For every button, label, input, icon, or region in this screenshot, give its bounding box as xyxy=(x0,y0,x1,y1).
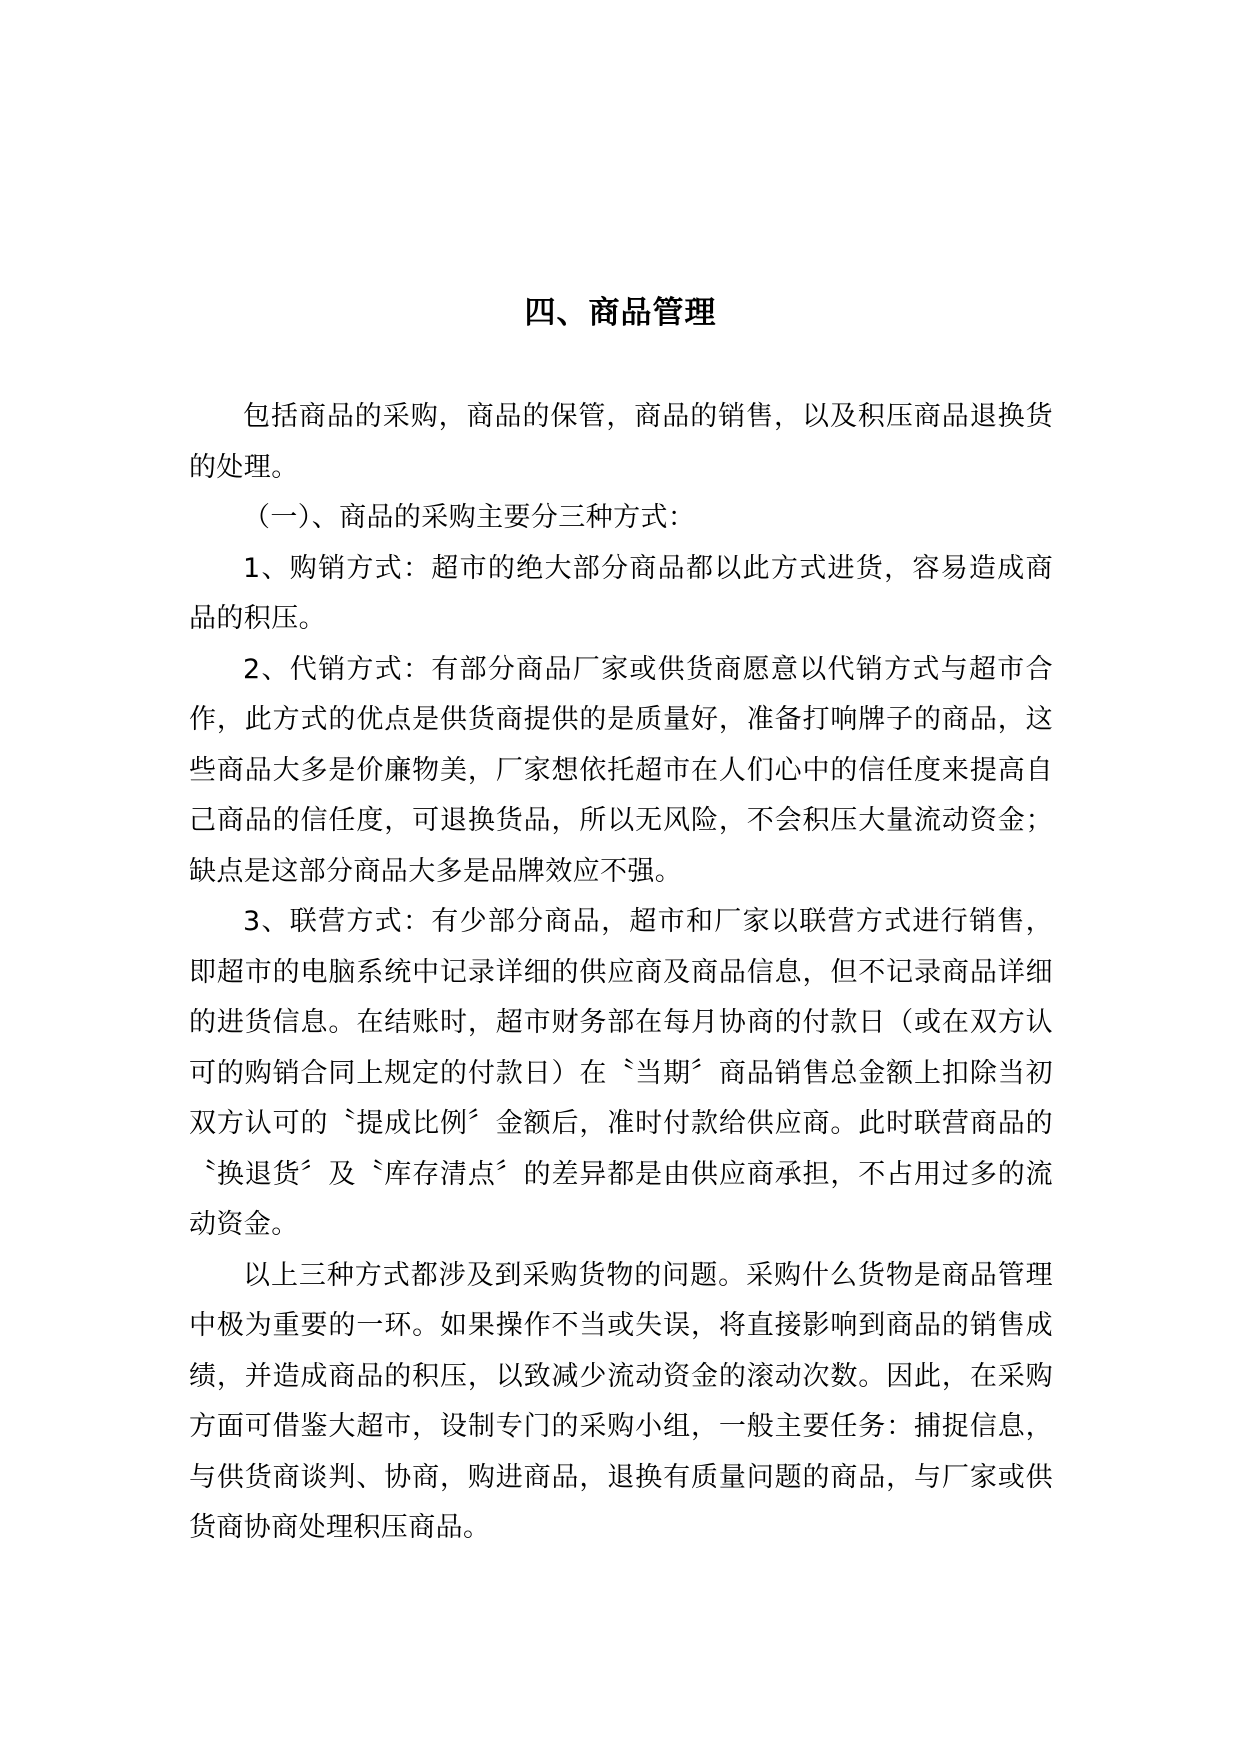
paragraph-subheading-purchasing: （一）、商品的采购主要分三种方式： xyxy=(243,502,696,533)
section-title: 四、商品管理 xyxy=(524,294,717,331)
paragraph-purchase-sale-method: 1、购销方式：超市的绝大部分商品都以此方式进货，容易造成商品的积压。 xyxy=(189,552,1053,634)
paragraph-consignment-method: 2、代销方式：有部分商品厂家或供货商愿意以代销方式与超市合作，此方式的优点是供货商提供的是质量好，准备打响牌子的商品，这些商品大多是价廉物美，厂家想依托超市在人们心中的信任度来提高自己商品的信任度，可退换货品，所以无风险，不会积压大量流动资金；缺点是这部分商品大多是品牌效应不强。 xyxy=(189,653,1053,887)
body-text xyxy=(189,392,1053,1554)
paragraph-purchasing-summary: 以上三种方式都涉及到采购货物的问题。采购什么货物是商品管理中极为重要的一环。如果操作不当或失误，将直接影响到商品的销售成绩，并造成商品的积压，以致减少流动资金的滚动次数。因此，在采购方面可借鉴大超市，设制专门的采购小组，一般主要任务：捕捉信息，与供货商谈判、协商，购进商品，退换有质量问题的商品，与厂家或供货商协商处理积压商品。 xyxy=(189,1259,1053,1543)
paragraph-intro: 包括商品的采购，商品的保管，商品的销售，以及积压商品退换货的处理。 xyxy=(189,401,1053,483)
paragraph-joint-operation-method: 3、联营方式：有少部分商品，超市和厂家以联营方式进行销售，即超市的电脑系统中记录详细的供应商及商品信息，但不记录商品详细的进货信息。在结账时，超市财务部在每月协商的付款日（或在双方认可的购销合同上规定的付款日）在〝当期〞商品销售总金额上扣除当初双方认可的〝提成比例〞金额后，准时付款给供应商。此时联营商品的〝换退货〞及〝库存清点〞的差异都是由供应商承担，不占用过多的流动资金。 xyxy=(189,906,1053,1240)
